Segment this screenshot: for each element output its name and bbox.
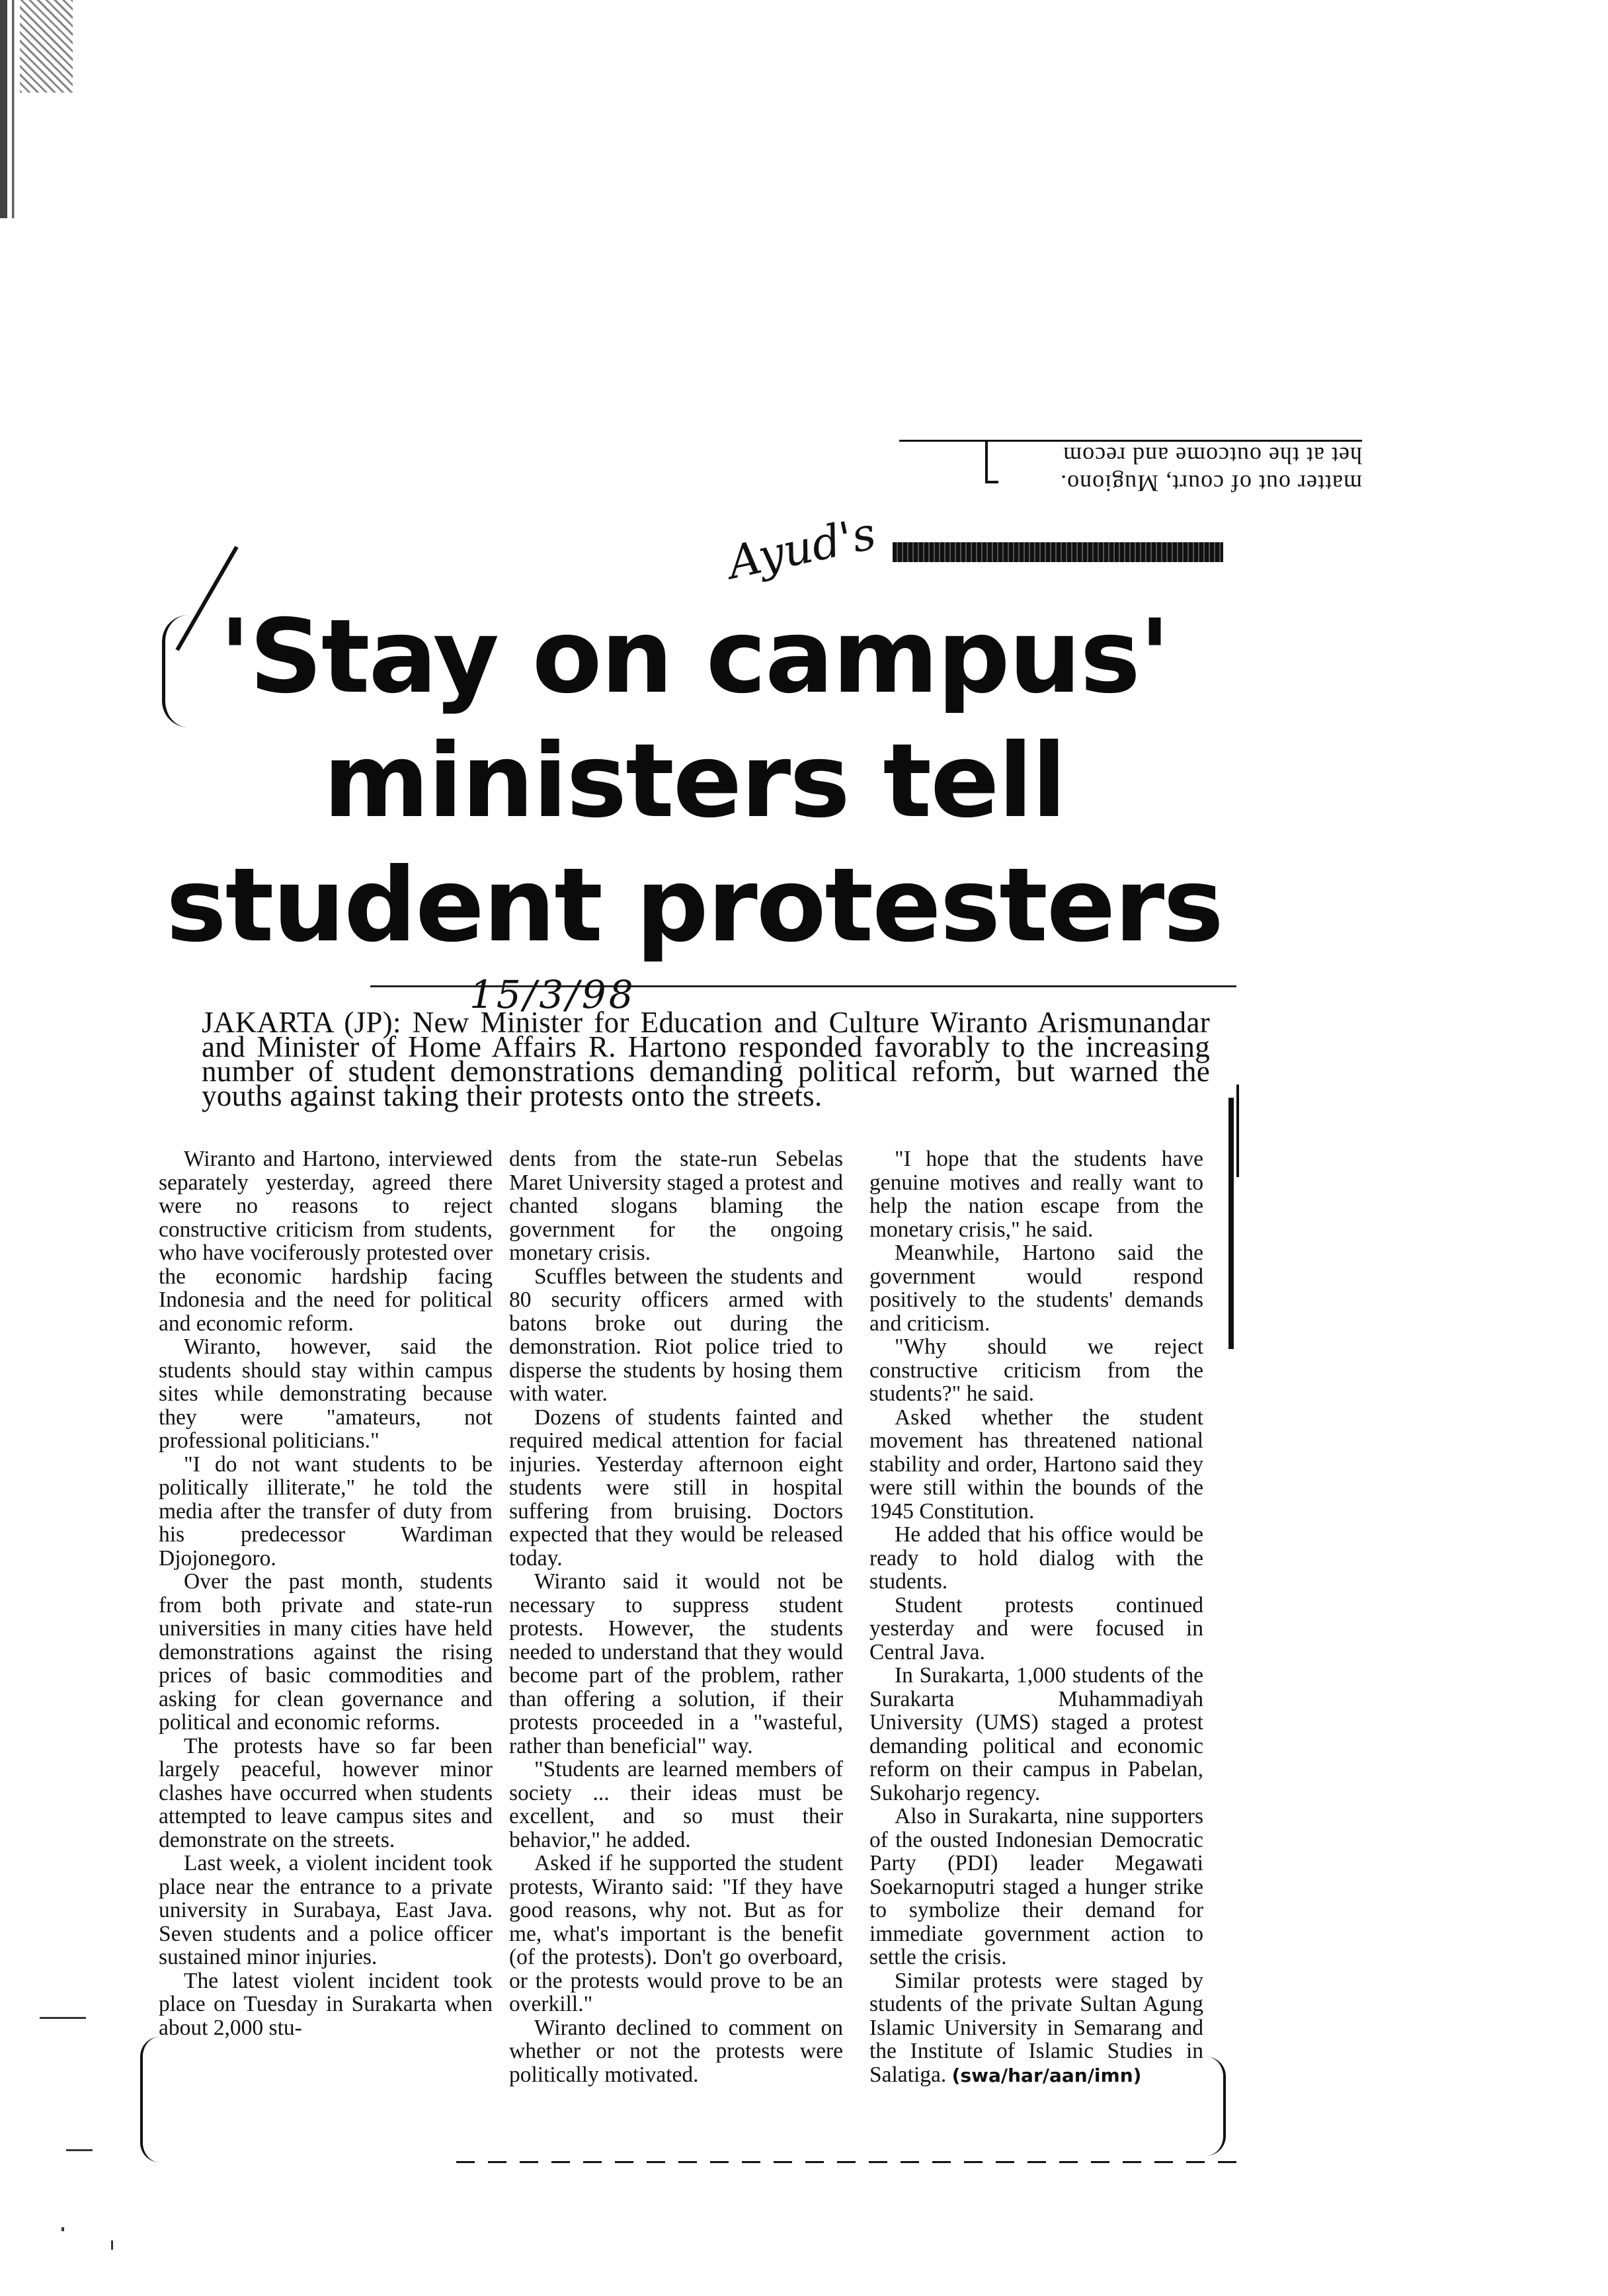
body-paragraph: The latest violent incident took place on Tuesday in Surakarta when about 2,000 stu- xyxy=(159,1968,493,2040)
lede-paragraph: JAKARTA (JP): New Minister for Education and Culture Wiranto Arismunandar and Minister of Home Affairs R. Hartono responded favorably to the increasing number of student demonstrations demanding political reform, but warned the youths against taking their protests onto the streets. xyxy=(202,1006,1210,1112)
mirrored-line-1: het at the outcome and recom xyxy=(899,440,1362,470)
byline-initials: (swa/har/aan/imn) xyxy=(951,2064,1142,2086)
final-paragraph-text: Similar protests were staged by students of the private Sultan Agung Islamic University in Semarang and the Institute of Islamic Studies in Salatiga. xyxy=(869,1968,1203,2087)
body-column-2 xyxy=(509,1147,843,2086)
body-paragraph: Wiranto, however, said the students should stay within campus sites while demonstrating because they were "amateurs, not professional politicians." xyxy=(159,1334,493,1453)
margin-bar-small xyxy=(1236,1085,1239,1177)
body-paragraph: Wiranto and Hartono, interviewed separately yesterday, agreed there were no reasons to reject constructive criticism from students, who have vociferously protested over the economic hardship facing Indonesia and the need for political and economic reform. xyxy=(159,1147,493,1336)
body-paragraph: dents from the state-run Sebelas Maret University staged a protest and chanted slogans blaming the government for the ongoing monetary crisis. xyxy=(509,1147,843,1265)
body-paragraph: He added that his office would be ready to hold dialog with the students. xyxy=(869,1522,1203,1594)
margin-bar xyxy=(1228,1098,1234,1349)
body-paragraph: Asked if he supported the student protests, Wiranto said: "If they have good reasons, why not. But as for me, what's important is the benefit (of the protests). Don't go overboard, or the protests would prove to be an overkill." xyxy=(509,1851,843,2016)
bracket-mark xyxy=(985,440,988,483)
section-bar xyxy=(893,542,1223,562)
body-paragraph: "Why should we reject constructive criticism from the students?" he said. xyxy=(869,1334,1203,1406)
margin-mark xyxy=(40,2017,86,2019)
body-paragraph: Last week, a violent incident took place near the entrance to a private university in Surabaya, East Java. Seven students and a police officer sustained minor injuries. xyxy=(159,1851,493,1969)
scan-dot xyxy=(111,2240,113,2250)
body-paragraph: In Surakarta, 1,000 students of the Surakarta Muhammadiyah University (UMS) staged a protest demanding political and economic reform on their campus in Pabelan, Sukoharjo regency. xyxy=(869,1663,1203,1805)
body-paragraph: Meanwhile, Hartono said the government would respond positively to the students' demands and criticism. xyxy=(869,1241,1203,1336)
handwritten-date: 15/3/98 xyxy=(469,972,636,1017)
body-column-3 xyxy=(869,1147,1203,2087)
bracket-mark-foot xyxy=(985,481,998,483)
handwritten-bracket-right xyxy=(1203,2057,1226,2156)
bottom-rule xyxy=(456,2161,1243,2163)
body-paragraph: Student protests continued yesterday and were focused in Central Java. xyxy=(869,1592,1203,1664)
body-paragraph: The protests have so far been largely peaceful, however minor clashes have occurred when students attempted to leave campus sites and demonstrate on the streets. xyxy=(159,1733,493,1852)
headline-line-3: student protesters xyxy=(166,846,1223,965)
body-paragraph xyxy=(869,1969,1203,2088)
body-paragraph: Also in Surakarta, nine supporters of the ousted Indonesian Democratic Party (PDI) leader Megawati Soekarnoputri staged a hunger strike to symbolize their demand for immediate government action to settle the crisis. xyxy=(869,1804,1203,1969)
body-paragraph: Wiranto said it would not be necessary to suppress student protests. However, the students needed to understand that they would become part of the problem, rather than offering a solution, if their protests proceeded in a "wasteful, rather than beneficial" way. xyxy=(509,1569,843,1758)
headline-line-1: 'Stay on campus' xyxy=(219,598,1170,716)
scan-dot xyxy=(61,2227,64,2231)
body-column-1 xyxy=(159,1147,493,2039)
mirrored-fragment xyxy=(899,440,1362,497)
body-paragraph: Wiranto declined to comment on whether or not the protests were politically motivated. xyxy=(509,2015,843,2087)
handwritten-bracket-left xyxy=(140,2037,165,2162)
scan-speckle xyxy=(20,0,73,93)
body-paragraph: Asked whether the student movement has threatened national stability and order, Hartono said they were still within the bounds of the 1945 Constitution. xyxy=(869,1405,1203,1524)
body-paragraph: Scuffles between the students and 80 security officers armed with batons broke out during the demonstration. Riot police tried to disperse the students by hosing them with water. xyxy=(509,1264,843,1406)
body-paragraph: "I do not want students to be politically illiterate," he told the media after the transfer of duty from his predecessor Wardiman Djojonegoro. xyxy=(159,1452,493,1571)
handwritten-note: Ayud's xyxy=(723,507,881,590)
margin-mark xyxy=(66,2149,93,2151)
body-paragraph: Over the past month, students from both private and state-run universities in many cities have held demonstrations against the rising prices of basic commodities and asking for clean governance and political and economic reforms. xyxy=(159,1569,493,1735)
body-paragraph: Dozens of students fainted and required medical attention for facial injuries. Yesterday afternoon eight students were still in hospital suffering from bruising. Doctors expected that they would be released today. xyxy=(509,1405,843,1571)
headline xyxy=(152,595,1236,968)
body-paragraph: "Students are learned members of society ... their ideas must be excellent, and so must their behavior," he added. xyxy=(509,1757,843,1852)
headline-line-2: ministers tell xyxy=(323,722,1066,840)
mirrored-line-2: matter out of court, Mugiono. xyxy=(1060,470,1362,497)
body-paragraph: "I hope that the students have genuine motives and really want to help the nation escape from the monetary crisis," he said. xyxy=(869,1147,1203,1242)
